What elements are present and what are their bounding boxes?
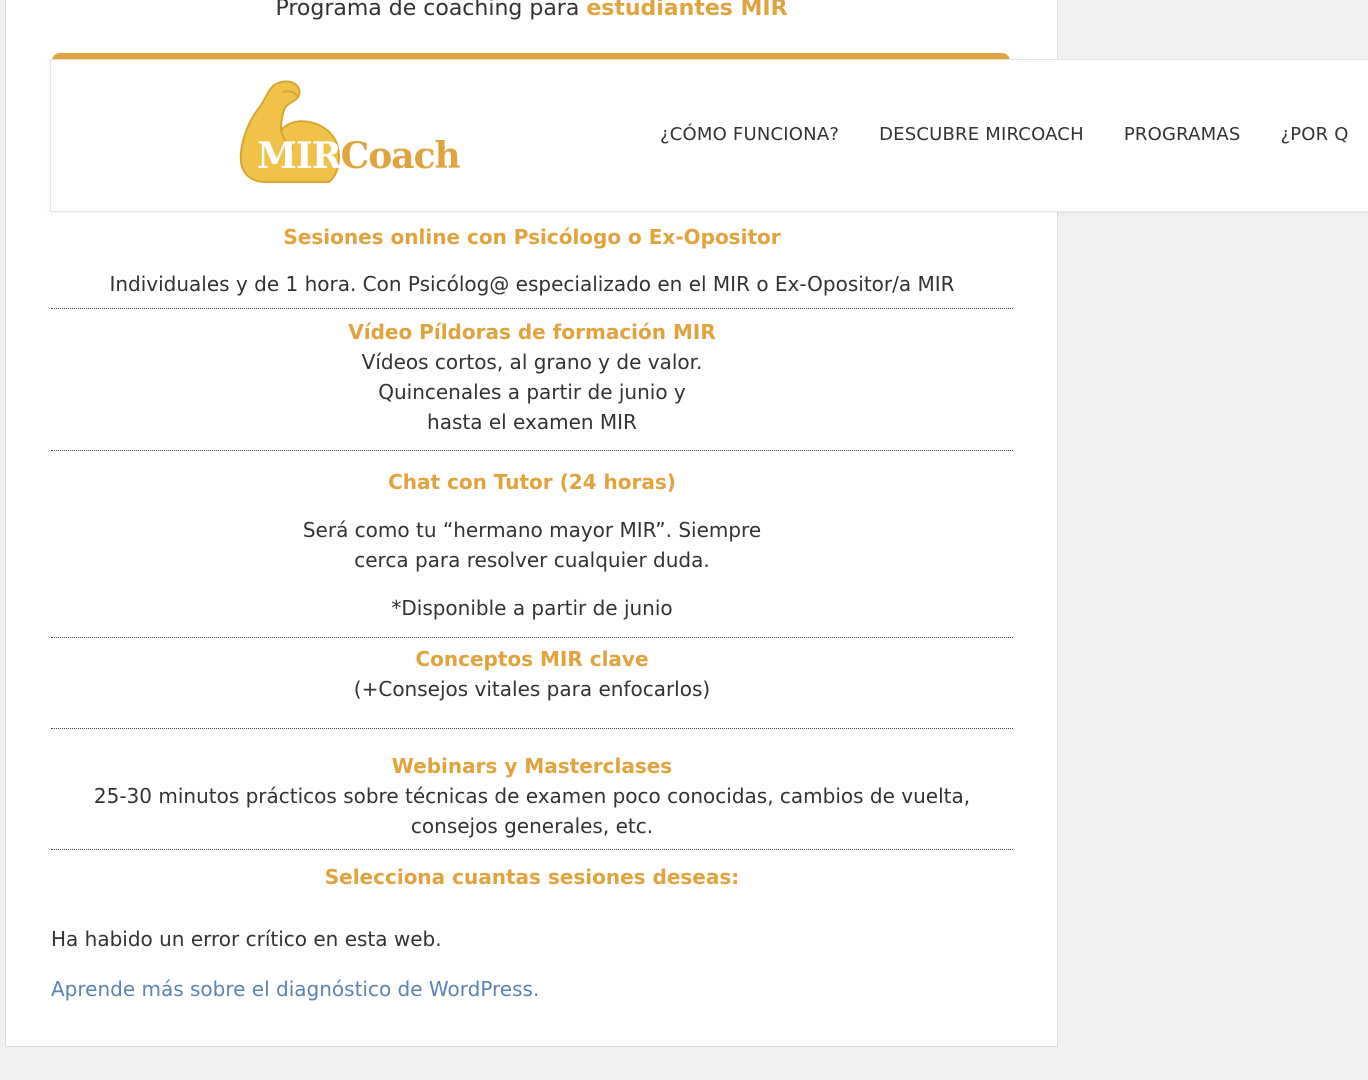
feature-text: Individuales y de 1 hora. Con Psicólog@ especializado en el MIR o Ex-Opositor/a MIR [109, 272, 955, 296]
feature-webinars [51, 729, 1013, 850]
features-content [51, 222, 1013, 1001]
wordpress-diagnostics-link[interactable]: Aprende más sobre el diagnóstico de WordPress. [51, 977, 540, 1001]
feature-sesiones-online [51, 222, 1013, 309]
select-sessions-title: Selecciona cuantas sesiones deseas: [324, 865, 740, 889]
nav-item-por-que[interactable]: ¿POR Q [1280, 124, 1349, 145]
nav-item-como-funciona[interactable]: ¿CÓMO FUNCIONA? [660, 124, 840, 145]
feature-title: Vídeo Píldoras de formación MIR [348, 320, 716, 344]
nav-item-programas[interactable]: PROGRAMAS [1123, 124, 1241, 145]
feature-title: Webinars y Masterclases [391, 754, 673, 778]
feature-text: consejos generales, etc. [410, 814, 654, 838]
feature-text: 25-30 minutos prácticos sobre técnicas de examen poco conocidas, cambios de vuelta, [93, 784, 971, 808]
feature-title: Sesiones online con Psicólogo o Ex-Opositor [283, 225, 781, 249]
logo-text-coach: Coach [340, 135, 460, 177]
logo-wordmark [257, 136, 460, 176]
feature-text: hasta el examen MIR [427, 410, 637, 434]
feature-title: Chat con Tutor (24 horas) [388, 470, 676, 494]
feature-text: Será como tu “hermano mayor MIR”. Siempre [302, 518, 762, 542]
site-header [50, 59, 1368, 212]
feature-text: (+Consejos vitales para enfocarlos) [353, 677, 711, 701]
main-nav [660, 124, 1349, 145]
program-title-prefix: Programa de coaching para [275, 0, 587, 21]
feature-text: cerca para resolver cualquier duda. [354, 548, 710, 572]
feature-text: Quincenales a partir de junio y [378, 380, 686, 404]
feature-text: *Disponible a partir de junio [391, 596, 673, 620]
program-title-highlight: estudiantes MIR [586, 0, 788, 21]
feature-chat-tutor [51, 451, 1013, 638]
feature-conceptos-clave [51, 638, 1013, 729]
nav-item-descubre-mircoach[interactable]: DESCUBRE MIRCOACH [879, 124, 1084, 145]
feature-title: Conceptos MIR clave [415, 647, 649, 671]
critical-error-message: Ha habido un error crítico en esta web. [51, 927, 442, 951]
feature-text: Vídeos cortos, al grano y de valor. [361, 350, 703, 374]
logo-text-mir: MIR [257, 135, 341, 177]
program-title [0, 0, 1063, 21]
feature-video-pildoras [51, 309, 1013, 451]
site-logo[interactable] [237, 78, 467, 186]
